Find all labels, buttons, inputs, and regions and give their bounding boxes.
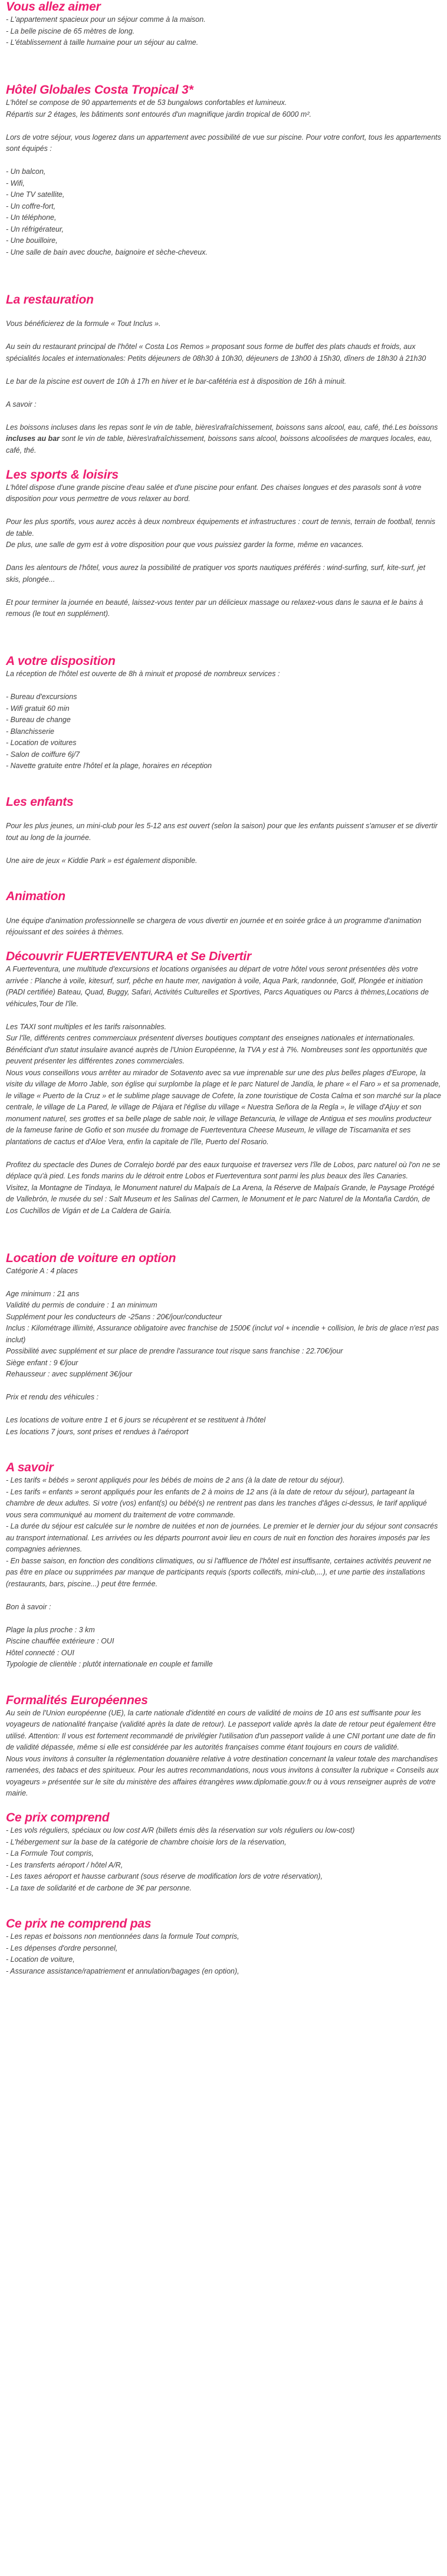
text-line: Validité du permis de conduire : 1 an minimum	[6, 1301, 157, 1309]
paragraph: Les TAXI sont multiples et les tarifs raisonnables.	[6, 1022, 167, 1031]
list-item: - Un réfrigérateur,	[6, 225, 64, 233]
text-line: - L'appartement spacieux pour un séjour comme à la maison.	[6, 15, 206, 24]
section-title-hotel: Hôtel Globales Costa Tropical 3*	[6, 83, 193, 97]
drinks-text-c: sont le vin de table, bières\rafraîchissement, boissons sans alcool, boissons alcoolisées de marques locales, eau, café, thé.	[6, 434, 432, 454]
list-item: - Blanchisserie	[6, 727, 54, 736]
list-item: - Bureau de change	[6, 716, 71, 724]
text-line: Rehausseur : avec supplément 3€/jour	[6, 1370, 133, 1378]
paragraph: Pour les plus jeunes, un mini-club pour les 5-12 ans est ouvert (selon la saison) pour que les enfants puissent s'amuser et se divertir tout au long de la journée.	[6, 822, 438, 842]
paragraph: L'hôtel se compose de 90 appartements et de 53 bungalows confortables et lumineux.	[6, 98, 287, 107]
list-item: - Une TV satellite,	[6, 190, 65, 199]
paragraph: Pour les plus sportifs, vous aurez accès à deux nombreux équipements et infrastructures : court de tennis, terrain de football, tennis de table.	[6, 518, 436, 538]
section-title-enfants: Les enfants	[6, 795, 74, 809]
paragraph: La réception de l'hôtel est ouverte de 8h à minuit et proposé de nombreux services :	[6, 670, 280, 678]
section-title-comprend: Ce prix comprend	[6, 1811, 110, 1824]
list-item: - La taxe de solidarité et de carbone de 3€ par personne.	[6, 1883, 192, 1892]
drinks-text-a: Les boissons incluses dans les repas sont le vin de table, bières\rafraîchissement, boissons sans alcool, eau, café, thé.Les boissons	[6, 423, 438, 431]
paragraph: Visitez, la Montagne de Tindaya, le Monument naturel du Malpaís de La Arena, la Réserve de Malpaís Grande, le Paysage Protégé de Vallebrón, le musée du sel : Salt Museum et les Salinas del Carmen, le Monument et le parc Naturel de la Montaña Cardón, de Los Cuchillos de Vigán et de La Caldera de Gairía.	[6, 1183, 435, 1215]
paragraph: A Fuerteventura, une multitude d'excursions et locations organisées au départ de votre hôtel vous seront présentées dès votre arrivée : Planche à voile, kitesurf, surf, pêche en haute mer, navigation à voile, Aqua Park, randonnée, Golf, Plongée et initiation (PADI certifiée) Bateau, Quad, Buggy, Safari, Activités Culturelles et Sportives, Parcs Aquatiques ou Parcs à thèmes,Locations de véhicules,Tour de l'île.	[6, 965, 429, 1008]
paragraph: Nous vous invitons à consulter la réglementation douanière relative à votre destination concernant la valeur totale des marchandises ramenées, des tabacs et des spiritueux. Pour les autres recommandations, nous vous invitons à consulter la rubrique « Conseils aux voyageurs » présentée sur le site du ministère des affaires étrangères www.diplomatie.gouv.fr ou à vous renseigner auprès de votre mairie.	[6, 1754, 439, 1797]
list-item: - Les repas et boissons non mentionnées dans la formule Tout compris,	[6, 1932, 239, 1941]
paragraph: Et pour terminer la journée en beauté, laissez-vous tenter par un délicieux massage ou relaxez-vous dans le sauna et le bains à remous (le tout en supplément).	[6, 598, 423, 618]
paragraph: Dans les alentours de l'hôtel, vous aurez la possibilité de pratiquer vos sports nautiques préférés : wind-surfing, surf, kite-surf, jet skis, plongée...	[6, 564, 426, 584]
section-title-sports: Les sports & loisirs	[6, 467, 119, 482]
paragraph: Répartis sur 2 étages, les bâtiments sont entourés d'un magnifique jardin tropical de 6000 m².	[6, 110, 311, 118]
text-line: Hôtel connecté : OUI	[6, 1648, 75, 1657]
list-item: - Un coffre-fort,	[6, 202, 56, 210]
list-item: - Les transferts aéroport / hôtel A/R,	[6, 1860, 123, 1869]
text-line: Piscine chauffée extérieure : OUI	[6, 1637, 114, 1645]
list-item: - Wifi gratuit 60 min	[6, 704, 70, 713]
text-line: Les locations de voiture entre 1 et 6 jours se récupèrent et se restituent à l'hôtel	[6, 1416, 266, 1424]
list-item: - Les vols réguliers, spéciaux ou low cost A/R (billets émis dès la réservation sur vols réguliers ou low-cost)	[6, 1826, 355, 1834]
list-item: - Une salle de bain avec douche, baignoire et sèche-cheveux.	[6, 248, 208, 256]
text-line: Inclus : Kilométrage illimité, Assurance obligatoire avec franchise de 1500€ (inclut vol + incendie + collision, le bris de glace n'est pas inclut)	[6, 1324, 439, 1344]
paragraph: Profitez du spectacle des Dunes de Corralejo bordé par des eaux turquoise et traversez vers l'île de Lobos, parc naturel où l'on ne se déplace qu'à pied. Les fonds marins du le détroit entre Lobos et Fuerteventura sont parmi les plus beaux des îles Canaries.	[6, 1160, 441, 1180]
paragraph: Une aire de jeux « Kiddie Park » est également disponible.	[6, 856, 198, 865]
text-line: - L'établissement à taille humaine pour un séjour au calme.	[6, 38, 199, 47]
list-item: - Navette gratuite entre l'hôtel et la plage, horaires en réception	[6, 762, 212, 770]
list-item: - Location de voitures	[6, 739, 77, 747]
paragraph: - Les tarifs « enfants » seront appliqués pour les enfants de 2 à moins de 12 ans (à la date de retour du séjour), partageant la chambre de deux adultes. Si votre (vos) enfant(s) ou bébé(s) ne rentrent pas dans les tranches d'âges ci-dessus, le tarif appliqué vous sera communiqué au moment du traitement de votre commande.	[6, 1487, 427, 1519]
list-item: - Bureau d'excursions	[6, 693, 77, 701]
text-line: Plage la plus proche : 3 km	[6, 1625, 95, 1634]
paragraph: - Les tarifs « bébés » seront appliqués pour les bébés de moins de 2 ans (à la date de retour du séjour).	[6, 1476, 345, 1484]
paragraph: Lors de votre séjour, vous logerez dans un appartement avec possibilité de vue sur piscine. Pour votre confort, tous les appartements sont équipés :	[6, 133, 441, 153]
paragraph: - En basse saison, en fonction des conditions climatiques, ou si l'affluence de l'hôtel est insuffisante, certaines activités peuvent ne pas être en place ou supprimées par manque de participants requis (sports collectifs, mini-club,...), et une partie des installations (restaurants, bars, piscine...) peut être fermée.	[6, 1556, 432, 1588]
text-line: - La belle piscine de 65 mètres de long.	[6, 27, 135, 35]
section-title-disposition: A votre disposition	[6, 654, 116, 668]
list-item: - Un balcon,	[6, 167, 46, 176]
paragraph: Au sein du restaurant principal de l'hôtel « Costa Los Remos » proposant sous forme de buffet des plats chauds et froids, aux spécialités locales et internationales: Petits déjeuners de 08h30 à 10h30, déjeuners de 13h00 à 15h30, dîners de 18h30 à 21h30	[6, 342, 426, 363]
paragraph: Le bar de la piscine est ouvert de 10h à 17h en hiver et le bar-cafétéria est à disposition de 16h à minuit.	[6, 377, 347, 386]
section-title-location: Location de voiture en option	[6, 1251, 176, 1265]
drinks-text-bold: incluses au bar	[6, 434, 60, 443]
list-item: - Salon de coiffure 6j/7	[6, 750, 80, 759]
paragraph	[6, 422, 441, 457]
paragraph: Sur l'île, différents centres commerciaux présentent diverses boutiques comptant des enseignes nationales et internationales.	[6, 1034, 415, 1042]
section-title-a-savoir: A savoir	[6, 1461, 54, 1474]
paragraph: Au sein de l'Union européenne (UE), la carte nationale d'identité en cours de validité de moins de 10 ans est suffisante pour les voyageurs de nationalité française (validité après la date de retour). Le passeport valide après la date de retour peut également être utilisé. Attention: Il vous est fortement recommandé de privilégier l'utilisation d'un passeport valide à une CNI portant une date de fin de validité dépassée, même si elle est considérée par les autorités françaises comme étant toujours en cours de validité.	[6, 1708, 436, 1751]
paragraph: Prix et rendu des véhicules :	[6, 1393, 99, 1401]
section-title-vous-allez-aimer: Vous allez aimer	[6, 0, 101, 14]
paragraph: De plus, une salle de gym est à votre disposition pour que vous puissiez garder la forme, même en vacances.	[6, 541, 364, 549]
section-title-formalites: Formalités Européennes	[6, 1693, 148, 1707]
text-line: Typologie de clientèle : plutôt internationale en couple et famille	[6, 1660, 213, 1668]
list-item: - Les taxes aéroport et hausse carburant (sous réserve de modification lors de votre réservation),	[6, 1872, 323, 1880]
text-line: Age minimum : 21 ans	[6, 1289, 80, 1298]
section-title-fuerteventura: Découvrir FUERTEVENTURA et Se Divertir	[6, 950, 252, 963]
list-item: - La Formule Tout compris,	[6, 1849, 94, 1857]
paragraph: A savoir :	[6, 400, 37, 409]
list-item: - Location de voiture,	[6, 1955, 75, 1964]
text-line: Les locations 7 jours, sont prises et rendues à l'aéroport	[6, 1427, 189, 1436]
paragraph: L'hôtel dispose d'une grande piscine d'eau salée et d'une piscine pour enfant. Des chaises longues et des parasols sont à votre disposition pour vous permettre de vous relaxer au bord.	[6, 483, 422, 503]
list-item: - Une bouilloire,	[6, 236, 58, 245]
paragraph: Nous vous conseillons vous arrêter au mirador de Sotavento avec sa vue imprenable sur une des plus belles plages d'Europe, la visite du village de Morro Jable, son église qui surplombe la plage et le parc Naturel de Jandía, le phare « el Faro » et sa promenade, le village « Puerto de la Cruz » et le sublime plage sauvage de Cofete, la zone touristique de Costa Calma et son marché sur la place centrale, le village de La Pared, le village de Pájara et l'église du village « Nuestra Señora de la Regla », le village d'Ajuy et son monument naturel, ses grottes et sa belle plage de sable noir, le village Betancuria, le village de Antigua et ses moulins producteur de la fameuse farine de Gofio et son musée du fromage de Fuerteventura Cheese Museum, le village de Tiscamanita et ses plantations de cactus et d'Aloe Vera, enfin la capitale de l'île, Puerto del Rosario.	[6, 1068, 441, 1146]
paragraph: Bénéficiant d'un statut insulaire avancé auprès de l'Union Européenne, la TVA y est à 7%. Nombreuses sont les opportunités que peuvent présenter les différentes zones commerciales.	[6, 1045, 428, 1065]
paragraph: Catégorie A : 4 places	[6, 1266, 78, 1275]
paragraph: Vous bénéficierez de la formule « Tout Inclus ».	[6, 319, 161, 328]
list-item: - Wifi,	[6, 179, 25, 187]
list-item: - Les dépenses d'ordre personnel,	[6, 1943, 118, 1952]
paragraph: - La durée du séjour est calculée sur le nombre de nuitées et non de journées. Le premier et le dernier jour du séjour sont consacrés au transport international. Les arrivées ou les départs pourront avoir lieu en cours de nuit en fonction des horaires imposés par les compagnies aériennes.	[6, 1522, 438, 1553]
paragraph: Une équipe d'animation professionnelle se chargera de vous divertir en journée et en soirée grâce à un programme d'animation réjouissant et des soirées à thèmes.	[6, 916, 422, 936]
text-line: Possibilité avec supplément et sur place de prendre l'assurance tout risque sans franchise : 22.70€/jour	[6, 1347, 343, 1355]
section-title-non-comprend: Ce prix ne comprend pas	[6, 1917, 152, 1931]
text-line: Supplément pour les conducteurs de -25ans : 20€/jour/conducteur	[6, 1312, 222, 1321]
text-line: Siège enfant : 9 €/jour	[6, 1358, 78, 1367]
section-title-restauration: La restauration	[6, 292, 94, 307]
paragraph: Bon à savoir :	[6, 1602, 51, 1611]
list-item: - Un téléphone,	[6, 213, 57, 222]
list-item: - L'hébergement sur la base de la catégorie de chambre choisie lors de la réservation,	[6, 1837, 287, 1846]
list-item: - Assurance assistance/rapatriement et annulation/bagages (en option),	[6, 1966, 239, 1975]
section-title-animation: Animation	[6, 890, 65, 903]
